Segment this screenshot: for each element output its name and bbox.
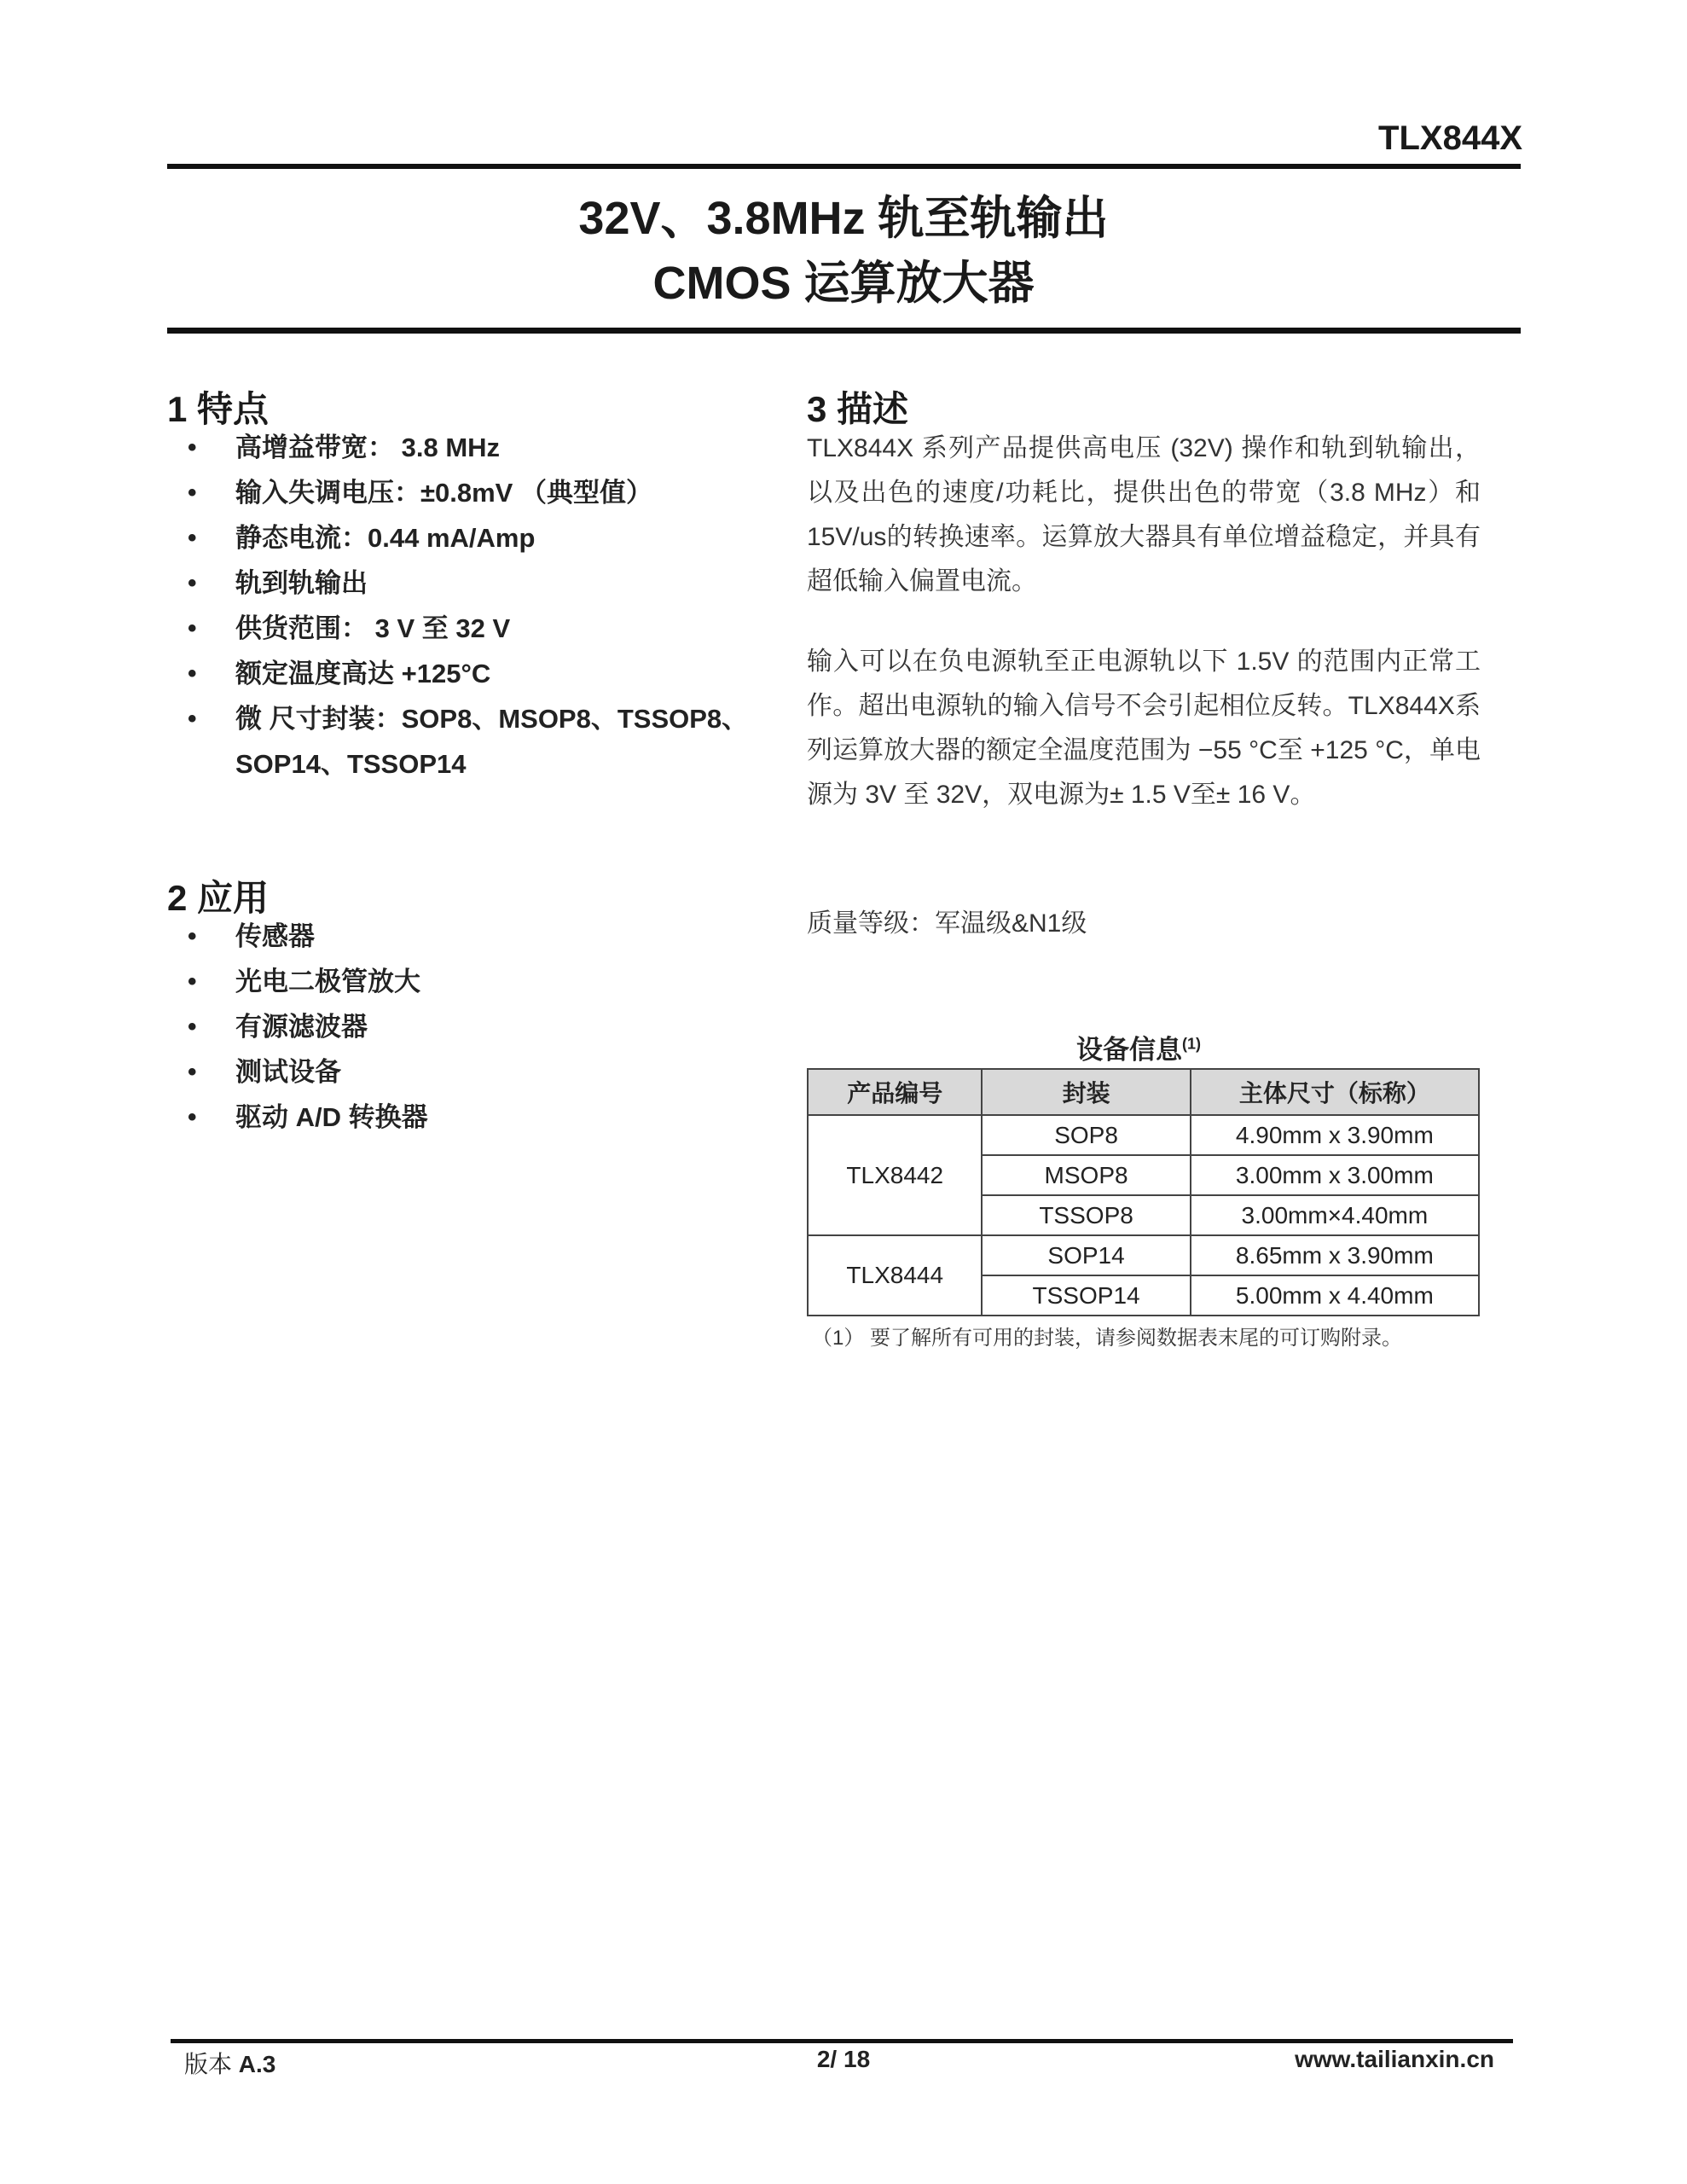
- header-rule: [167, 164, 1521, 169]
- column-header-size: 主体尺寸（标称）: [1191, 1069, 1479, 1115]
- description-heading: 3 描述: [807, 389, 909, 429]
- column-header-package: 封装: [982, 1069, 1190, 1115]
- package-cell: MSOP8: [982, 1155, 1190, 1195]
- part-cell: TLX8442: [808, 1115, 982, 1235]
- list-item: • 驱动 A/D 转换器: [167, 1095, 764, 1140]
- description-paragraph-2: 输入可以在负电源轨至正电源轨以下 1.5V 的范围内正常工作。超出电源轨的输入信号不会引起相位反转。TLX844X系列运算放大器的额定全温度范围为 −55 °C至 +125 °C，单电源为 3V 至 32V，双电源为± 1.5 V至± 16 V。: [807, 648, 1481, 809]
- description-paragraph-1: TLX844X 系列产品提供高电压 (32V) 操作和轨到轨输出，以及出色的速度/功耗比，提供出色的带宽（3.8 MHz）和 15V/us的转换速率。运算放大器具有单位增益稳定，并具有超低输入偏置电流。: [807, 434, 1481, 595]
- features-list: [167, 425, 764, 787]
- package-cell: TSSOP8: [982, 1195, 1190, 1235]
- list-item: • 轨到轨输出: [167, 561, 764, 606]
- title-line-1: 32V、3.8MHz 轨至轨输出: [578, 193, 1109, 244]
- list-item: • 输入失调电压：±0.8mV （典型值）: [167, 470, 764, 515]
- size-cell: 8.65mm x 3.90mm: [1191, 1235, 1479, 1275]
- list-item: • 额定温度高达 +125°C: [167, 651, 764, 696]
- applications-list: [167, 914, 764, 1140]
- device-table-title: 设备信息$^{(1)}$: [1076, 1035, 1201, 1065]
- list-item: • 光电二极管放大: [167, 959, 764, 1004]
- quality-grade: 质量等级：军温级&N1级: [807, 909, 1087, 938]
- size-cell: 4.90mm x 3.90mm: [1191, 1115, 1479, 1155]
- size-cell: 5.00mm x 4.40mm: [1191, 1275, 1479, 1316]
- part-cell: TLX8444: [808, 1235, 982, 1316]
- package-cell: TSSOP14: [982, 1275, 1190, 1316]
- website-link[interactable]: www.tailianxin.cn: [1295, 2046, 1494, 2072]
- features-heading: 1 特点: [167, 389, 270, 429]
- size-cell: 3.00mm x 3.00mm: [1191, 1155, 1479, 1195]
- list-item: • 有源滤波器: [167, 1004, 764, 1049]
- device-info-table: [807, 1068, 1480, 1316]
- applications-heading: 2 应用: [167, 878, 270, 918]
- size-cell: 3.00mm×4.40mm: [1191, 1195, 1479, 1235]
- package-cell: SOP8: [982, 1115, 1190, 1155]
- list-item: • 测试设备: [167, 1049, 764, 1095]
- package-cell: SOP14: [982, 1235, 1190, 1275]
- title-rule: [167, 328, 1521, 334]
- table-footnote: （1） 要了解所有可用的封装，请参阅数据表末尾的可订购附录。: [812, 1327, 1403, 1350]
- column-header-part: 产品编号: [808, 1069, 982, 1115]
- version-number: A.3: [238, 2051, 276, 2077]
- list-item: • 传感器: [167, 914, 764, 959]
- footnote-marker: (1): [1182, 1035, 1201, 1053]
- table-row: [808, 1235, 1479, 1275]
- list-item: • 微 尺寸封装：SOP8、MSOP8、TSSOP8、SOP14、TSSOP14: [167, 696, 764, 787]
- list-item: • 静态电流：0.44 mA/Amp: [167, 515, 764, 561]
- part-number: TLX844X: [1378, 119, 1522, 157]
- title-line-2: CMOS 运算放大器: [652, 258, 1035, 309]
- table-header-row: [808, 1069, 1479, 1115]
- list-item: • 供货范围： 3 V 至 32 V: [167, 606, 764, 651]
- table-row: [808, 1115, 1479, 1155]
- list-item: • 高增益带宽： 3.8 MHz: [167, 425, 764, 470]
- version-label: 版本: [184, 2051, 233, 2077]
- footer-rule: [171, 2039, 1513, 2043]
- page-number: 2/ 18: [816, 2046, 871, 2072]
